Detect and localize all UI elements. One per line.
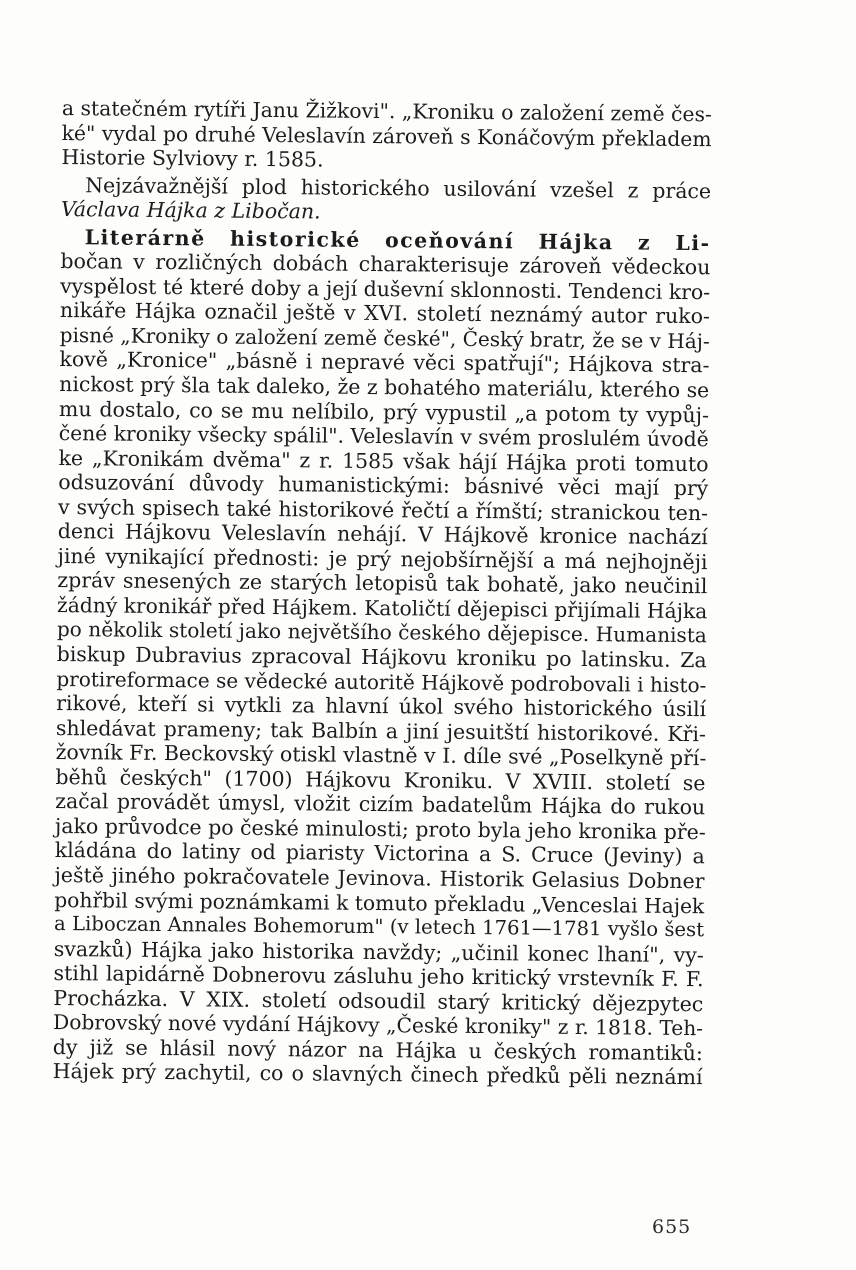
text-line: kládána do latiny od piaristy Victorina a S. Cruce (Jeviny) a (54, 838, 705, 869)
text-line: ke „Kronikám dvěma" z r. 1585 však hájí Hájka proti tomuto (58, 445, 709, 476)
text-line: Dobrovský nové vydání Hájkovy „České kroniky" z r. 1818. Teh- (52, 1010, 704, 1041)
text-line: rikové, kteří si vytkli za hlavní úkol svého historického úsilí (56, 691, 707, 722)
text-line: pohřbil svými poznámkami k tomuto překladu „Venceslai Hajek (54, 887, 705, 918)
text-line: biskup Dubravius zpracoval Hájkovu kroniku po latinsku. Za (56, 642, 707, 673)
text-line: protireformace se vědecké autoritě Hájkově podrobovali i histo- (56, 666, 707, 697)
text-line: žovník Fr. Beckovský otiskl vlastně v I. díle své „Poselkyně pří- (55, 740, 707, 771)
paragraph-start-line: Literárně historické oceňování Hájka z Li- (84, 224, 711, 255)
text-line: v svých spisech také historikové řečtí a římští; stranickou ten- (57, 494, 709, 525)
text-line: mu dostalo, co se mu nelíbilo, prý vypustil „a potom ty vypůj- (58, 396, 710, 427)
text-line: zpráv snesených ze starých letopisů tak bohatě, jako neučinil (57, 568, 708, 599)
text-line: čené kroniky všecky spálil". Veleslavín v svém proslulém úvodě (58, 421, 709, 452)
text-line: a statečném rytíři Janu Žižkovi". „Kroniku o založení země čes- (61, 96, 712, 127)
text-line: žádný kronikář před Hájkem. Katoličtí dějepisci přijímali Hájka (56, 592, 708, 624)
text-line: pisné „Kroniky o založení země české", Český bratr, že se v Háj- (59, 322, 710, 354)
text-line: kově „Kronice" „básně i nepravé věci spatřují"; Hájkova stra- (59, 347, 710, 378)
text-line: odsuzování důvody humanistickými: básnivé věci mají prý (58, 470, 709, 501)
text-line: Procházka. V XIX. století odsoudil starý kritický dějezpytec (53, 985, 704, 1016)
text-line: nikáře Hájka označil ještě v XVI. století neznámý autor ruko- (59, 298, 711, 329)
text-line: denci Hájkovu Veleslavín nehájí. V Hájkově kronice nachází (57, 519, 708, 550)
page-number: 655 (652, 1216, 692, 1238)
text-line: nickost prý šla tak daleko, že z bohatého materiálu, kterého se (59, 372, 710, 403)
text-line: a Liboczan Annales Bohemorum" (v letech 1761—1781 vyšlo šest (53, 912, 705, 942)
paragraph-start-line: Nejzávažnější plod historického usilování vzešel z práce (85, 172, 712, 203)
body-text (53, 96, 712, 1090)
text-line: po několik století jako největšího českého dějepisce. Humanista (56, 617, 707, 648)
text-line: ještě jiného pokračovatele Jevinova. Historik Gelasius Dobner (54, 862, 705, 894)
text-line: svazků) Hájka jako historika navždy; „učinil konec lhaní", vy- (53, 936, 704, 967)
text-line: jako průvodce po české minulosti; proto byla jeho kronika pře- (54, 813, 706, 845)
text-line: jiné vynikající přednosti: je prý nejobšírnější a má nejhojněji (57, 543, 708, 575)
text-line: běhů českých" (1700) Hájkovu Kroniku. V XVIII. století se (55, 764, 706, 795)
text-line: Hájek prý zachytil, co o slavných činech předků pěli neznámí (52, 1059, 703, 1090)
text-line: bočan v rozličných dobách charakterisuje zároveň vědeckou (60, 249, 711, 280)
text-line: začal provádět úmysl, vložit cizím badatelům Hájka do rukou (55, 789, 706, 820)
text-line: stihl lapidárně Dobnerovu zásluhu jeho kritický vrstevník F. F. (53, 961, 704, 992)
text-line: ké" vydal po druhé Veleslavín zároveň s Konáčovým překladem (61, 120, 712, 151)
text-line: shledávat prameny; tak Balbín a jiní jesuitští historikové. Kři- (55, 715, 707, 746)
text-line: dy již se hlásil nový názor na Hájka u českých romantiků: (52, 1034, 703, 1065)
text-line: vyspělost té které doby a její duševní sklonnosti. Tendenci kro- (60, 273, 711, 305)
text-line: Václava Hájka z Libočan. (60, 197, 321, 224)
text-line: Historie Sylviovy r. 1585. (61, 145, 324, 172)
